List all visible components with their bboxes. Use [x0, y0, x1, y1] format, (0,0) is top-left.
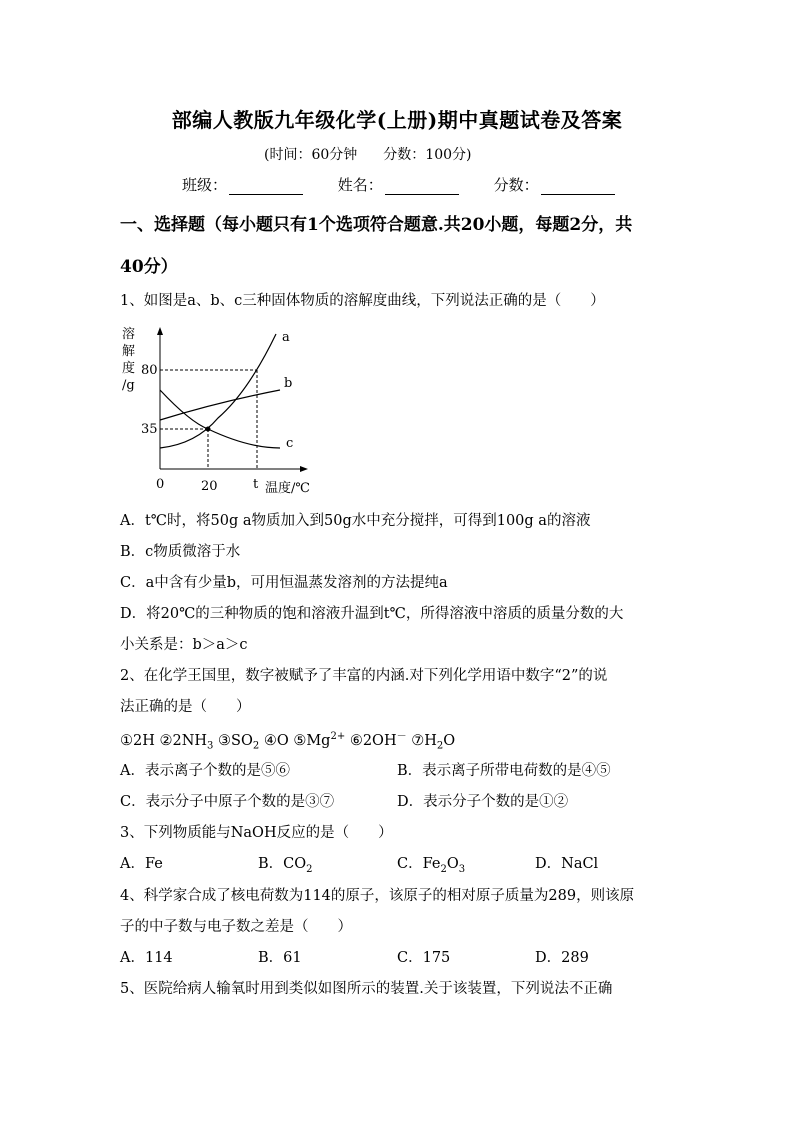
y-tick-80: 80 [141, 363, 158, 378]
q2-symbols: ①2H $②2NH_3$ $③SO_2$ ④O $⑤Mg^{2+}$ ⑥2OH－ $⑦H_2O$ [120, 731, 456, 752]
q1-option-b: B．c物质微溶于水 [120, 544, 241, 560]
exam-time: (时间：60分钟 [264, 147, 358, 163]
q4-stem: 4、科学家合成了核电荷数为114的原子，该原子的相对原子质量为289，则该原 [120, 888, 635, 904]
curve-label-b: b [284, 376, 293, 391]
class-label: 班级： [182, 176, 228, 194]
score-label: 分数： [493, 176, 539, 194]
page-title: 部编人教版九年级化学(上册)期中真题试卷及答案 [171, 108, 623, 132]
score-blank [541, 180, 615, 195]
exam-total-score: 分数：100分) [383, 147, 472, 163]
y-axis-label-1: 溶 [122, 327, 136, 342]
score-field [494, 174, 615, 195]
q2-option-a: A．表示离子个数的是⑤⑥ [120, 763, 290, 779]
q2-option-c: C．表示分子中原子个数的是③⑦ [120, 794, 335, 810]
exam-info [264, 144, 497, 164]
q1-option-a: A．t℃时，将50g a物质加入到50g水中充分搅拌，可得到100g a的溶液 [120, 513, 591, 529]
q2-option-d: D．表示分子个数的是①② [397, 794, 569, 810]
x-tick-t: t [253, 477, 259, 492]
y-axis-label-3: 度 [122, 361, 136, 376]
q3-option-d: D．NaCl [535, 856, 599, 872]
q3-option-a: A．Fe [120, 856, 163, 872]
name-field [338, 174, 459, 195]
q3-option-b: B．$CO_2$ [258, 856, 313, 875]
q4-option-c: C．175 [397, 950, 451, 966]
q5-stem: 5、医院给病人输氧时用到类似如图所示的装置.关于该装置，下列说法不正确 [120, 981, 613, 997]
name-blank [385, 180, 459, 195]
y-tick-35: 35 [141, 422, 158, 437]
name-label: 姓名： [337, 176, 383, 194]
curve-a [160, 334, 276, 448]
y-axis-label-2: 解 [122, 344, 136, 359]
q2-option-b: B．表示离子所带电荷数的是④⑤ [397, 763, 611, 779]
curve-label-a: a [282, 330, 290, 345]
solubility-chart [118, 322, 328, 500]
q1-option-c: C．a中含有少量b，可用恒温蒸发溶剂的方法提纯a [120, 575, 448, 591]
x-axis-arrow [300, 466, 308, 472]
q3-option-c: C．$Fe_2O_3$ [397, 856, 466, 875]
class-field [182, 174, 303, 195]
q1-option-d: D．将20℃的三种物质的饱和溶液升温到t℃，所得溶液中溶质的质量分数的大 [120, 606, 624, 622]
q1-stem: 1、如图是a、b、c三种固体物质的溶解度曲线，下列说法正确的是（ ） [120, 293, 605, 309]
intersection-point [206, 427, 211, 432]
student-fields [182, 174, 645, 195]
x-tick-20: 20 [201, 479, 218, 494]
q1-option-d-cont: 小关系是：b＞a＞c [120, 637, 248, 653]
q4-option-b: B．61 [258, 950, 302, 966]
curve-c [160, 390, 280, 448]
x-tick-0: 0 [156, 477, 165, 492]
q2-stem: 2、在化学王国里，数字被赋予了丰富的内涵.对下列化学用语中数字“2”的说 [120, 668, 608, 684]
class-blank [229, 180, 303, 195]
section-heading: 一、选择题（每小题只有1个选项符合题意.共20小题，每题2分，共 [120, 215, 633, 235]
y-axis-label-4: /g [122, 378, 135, 393]
q4-stem-cont: 子的中子数与电子数之差是（ ） [120, 919, 352, 935]
q4-option-a: A．114 [120, 950, 173, 966]
q3-option-c-text: C．Fe [397, 856, 441, 872]
x-axis-label: 温度/℃ [265, 481, 310, 496]
curve-label-c: c [286, 436, 294, 451]
y-axis-arrow [157, 327, 163, 335]
section-heading-cont: 40分） [120, 257, 178, 277]
q3-stem: 3、下列物质能与NaOH反应的是（ ） [120, 825, 393, 841]
q4-option-d: D．289 [535, 950, 589, 966]
q2-stem-cont: 法正确的是（ ） [120, 699, 251, 715]
